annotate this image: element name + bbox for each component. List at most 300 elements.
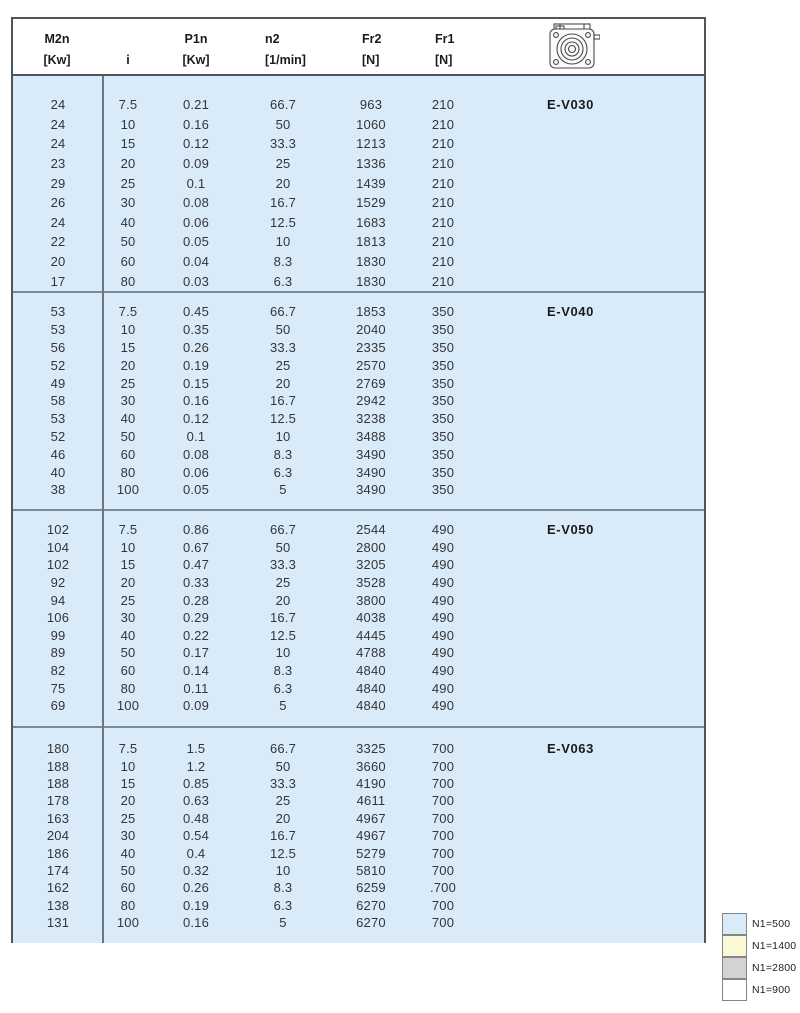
table-row xyxy=(13,697,704,715)
table-cell: 490 xyxy=(431,645,455,661)
table-cell: 50 xyxy=(275,539,291,555)
table-cell: 350 xyxy=(431,339,455,355)
table-cell: 700 xyxy=(431,897,455,913)
table-cell: 2769 xyxy=(356,375,386,391)
table-cell: 490 xyxy=(431,592,455,608)
header-p1n: P1n [Kw] xyxy=(182,32,210,67)
table-cell: 1336 xyxy=(356,156,386,172)
table-cell: 0.17 xyxy=(182,645,210,661)
table-cell: 10 xyxy=(275,428,291,444)
table-cell: 80 xyxy=(120,273,136,289)
table-cell: 0.14 xyxy=(182,663,210,679)
table-cell: 23 xyxy=(50,156,66,172)
table-row xyxy=(13,844,704,861)
table-header xyxy=(13,19,704,76)
table-cell: 26 xyxy=(50,195,66,211)
model-block xyxy=(13,726,704,943)
table-cell: 33.3 xyxy=(269,557,297,573)
table-cell: 66.7 xyxy=(269,741,297,757)
table-cell: 350 xyxy=(431,428,455,444)
table-cell: 7.5 xyxy=(118,97,138,113)
table-cell: 0.26 xyxy=(182,880,210,896)
table-row xyxy=(13,392,704,410)
table-cell: 7.5 xyxy=(118,304,138,320)
table-cell: 100 xyxy=(116,698,140,714)
table-cell: 3490 xyxy=(356,482,386,498)
table-cell: 20 xyxy=(275,175,291,191)
table-row xyxy=(13,115,704,135)
table-cell: 49 xyxy=(50,375,66,391)
table-cell: 80 xyxy=(120,897,136,913)
table-cell: 5 xyxy=(279,698,287,714)
table-row xyxy=(13,591,704,609)
table-cell: 50 xyxy=(275,116,291,132)
table-cell: 2335 xyxy=(356,339,386,355)
table-cell: 15 xyxy=(120,557,136,573)
table-cell: 16.7 xyxy=(269,393,297,409)
table-cell: 106 xyxy=(46,610,70,626)
table-cell: 4840 xyxy=(356,698,386,714)
table-cell: 7.5 xyxy=(118,522,138,538)
table-cell: 700 xyxy=(431,793,455,809)
legend-swatch-blue xyxy=(722,913,747,935)
table-cell: 20 xyxy=(120,357,136,373)
table-cell: 162 xyxy=(46,880,70,896)
table-cell: 1813 xyxy=(356,234,386,250)
table-cell: 0.48 xyxy=(182,810,210,826)
model-block xyxy=(13,509,704,726)
table-cell: 210 xyxy=(431,156,455,172)
table-cell: 210 xyxy=(431,136,455,152)
table-cell: 50 xyxy=(275,758,291,774)
table-cell: 40 xyxy=(120,411,136,427)
column-divider xyxy=(102,76,104,943)
legend-item xyxy=(722,979,796,1001)
table-row xyxy=(13,339,704,357)
table-cell: 490 xyxy=(431,539,455,555)
table-cell: 12.5 xyxy=(269,411,297,427)
table-cell: 6.3 xyxy=(273,897,293,913)
table-cell: 6.3 xyxy=(273,680,293,696)
table-cell: 210 xyxy=(431,116,455,132)
model-block xyxy=(13,291,704,509)
table-cell: 6259 xyxy=(356,880,386,896)
table-cell: 3660 xyxy=(356,758,386,774)
table-cell: 20 xyxy=(120,575,136,591)
spec-table xyxy=(11,17,706,943)
table-cell: 1213 xyxy=(356,136,386,152)
table-row xyxy=(13,428,704,446)
worm-gearbox-icon xyxy=(544,22,600,70)
table-row xyxy=(13,232,704,252)
table-cell: 0.08 xyxy=(182,446,210,462)
table-row xyxy=(13,445,704,463)
table-cell: 30 xyxy=(120,195,136,211)
table-cell: 50 xyxy=(120,428,136,444)
table-cell: 0.85 xyxy=(182,775,210,791)
table-cell: 210 xyxy=(431,175,455,191)
table-cell: 0.22 xyxy=(182,627,210,643)
table-cell: 0.03 xyxy=(182,273,210,289)
table-cell: 5 xyxy=(279,915,287,931)
table-row xyxy=(13,252,704,272)
table-cell: 0.11 xyxy=(183,680,209,696)
table-cell: 24 xyxy=(50,97,66,113)
table-cell: 1683 xyxy=(356,214,386,230)
table-row xyxy=(13,914,704,931)
table-cell: 94 xyxy=(50,592,66,608)
table-row xyxy=(13,644,704,662)
table-cell: 210 xyxy=(431,254,455,270)
table-cell: 350 xyxy=(431,393,455,409)
table-cell: 50 xyxy=(120,645,136,661)
legend-label: N1=1400 xyxy=(752,940,797,952)
table-cell: 38 xyxy=(50,482,66,498)
table-cell: 12.5 xyxy=(269,627,297,643)
table-cell: 10 xyxy=(275,234,291,250)
table-cell: 700 xyxy=(431,915,455,931)
table-cell: 25 xyxy=(120,175,136,191)
table-cell: 0.06 xyxy=(182,214,210,230)
table-cell: 4445 xyxy=(356,627,386,643)
table-cell: 3490 xyxy=(356,446,386,462)
table-cell: 0.1 xyxy=(186,175,206,191)
table-cell: 1853 xyxy=(356,304,386,320)
table-cell: 20 xyxy=(120,793,136,809)
table-cell: 8.3 xyxy=(273,446,293,462)
legend-label: N1=500 xyxy=(752,918,791,930)
table-cell: 3488 xyxy=(356,428,386,444)
table-cell: 0.26 xyxy=(182,339,210,355)
table-cell: 350 xyxy=(431,322,455,338)
table-cell: 0.21 xyxy=(182,97,210,113)
table-cell: 490 xyxy=(431,663,455,679)
table-cell: 0.06 xyxy=(182,464,210,480)
table-cell: 138 xyxy=(46,897,70,913)
table-cell: 15 xyxy=(120,136,136,152)
table-cell: 40 xyxy=(120,845,136,861)
table-cell: 0.54 xyxy=(182,828,210,844)
table-cell: 8.3 xyxy=(273,254,293,270)
table-cell: 3238 xyxy=(356,411,386,427)
table-cell: 210 xyxy=(431,97,455,113)
table-cell: 75 xyxy=(50,680,66,696)
table-cell: 20 xyxy=(275,375,291,391)
table-cell: 53 xyxy=(50,304,66,320)
table-cell: 0.16 xyxy=(182,915,210,931)
table-cell: 0.16 xyxy=(182,393,210,409)
table-cell: 102 xyxy=(46,522,70,538)
table-cell: 7.5 xyxy=(118,741,138,757)
table-row xyxy=(13,539,704,557)
table-cell: 0.09 xyxy=(182,156,210,172)
table-cell: 700 xyxy=(431,828,455,844)
table-cell: 490 xyxy=(431,610,455,626)
table-cell: 33.3 xyxy=(269,775,297,791)
table-cell: 0.15 xyxy=(182,375,210,391)
table-cell: 10 xyxy=(120,322,136,338)
table-cell: 700 xyxy=(431,862,455,878)
table-cell: 490 xyxy=(431,557,455,573)
table-cell: 700 xyxy=(431,758,455,774)
table-cell: 700 xyxy=(431,845,455,861)
table-cell: 0.45 xyxy=(182,304,210,320)
table-row xyxy=(13,374,704,392)
table-cell: 20 xyxy=(120,156,136,172)
table-cell: 30 xyxy=(120,828,136,844)
table-cell: 700 xyxy=(431,741,455,757)
table-row xyxy=(13,303,704,321)
table-cell: 16.7 xyxy=(269,610,297,626)
model-block xyxy=(13,76,704,291)
table-cell: 52 xyxy=(50,357,66,373)
table-cell: 102 xyxy=(46,557,70,573)
table-row xyxy=(13,627,704,645)
table-cell: 210 xyxy=(431,273,455,289)
table-cell: 99 xyxy=(50,627,66,643)
table-row xyxy=(13,879,704,896)
table-cell: 60 xyxy=(120,254,136,270)
table-cell: 6270 xyxy=(356,897,386,913)
table-cell: 66.7 xyxy=(269,522,297,538)
table-cell: 15 xyxy=(120,339,136,355)
table-row xyxy=(13,740,704,757)
table-row xyxy=(13,321,704,339)
table-cell: 17 xyxy=(50,273,66,289)
legend-swatch-yellow xyxy=(722,935,747,957)
table-cell: 50 xyxy=(275,322,291,338)
table-row xyxy=(13,792,704,809)
legend-label: N1=900 xyxy=(752,984,791,996)
table-cell: 22 xyxy=(50,234,66,250)
table-cell: 60 xyxy=(120,663,136,679)
table-cell: 25 xyxy=(120,375,136,391)
model-label: E-V050 xyxy=(547,522,594,538)
table-cell: 8.3 xyxy=(273,880,293,896)
table-cell: 10 xyxy=(120,116,136,132)
table-cell: 490 xyxy=(431,680,455,696)
table-row xyxy=(13,463,704,481)
legend-item xyxy=(722,913,796,935)
table-row xyxy=(13,356,704,374)
table-cell: 3490 xyxy=(356,464,386,480)
legend-swatch-gray xyxy=(722,957,747,979)
table-cell: 12.5 xyxy=(269,845,297,861)
table-cell: 0.67 xyxy=(182,539,210,555)
table-row xyxy=(13,173,704,193)
table-cell: 2040 xyxy=(356,322,386,338)
table-cell: 8.3 xyxy=(273,663,293,679)
table-cell: 25 xyxy=(275,156,291,172)
table-cell: 24 xyxy=(50,116,66,132)
table-cell: 0.19 xyxy=(182,897,210,913)
legend-item xyxy=(722,957,796,979)
table-row xyxy=(13,556,704,574)
table-cell: 82 xyxy=(50,663,66,679)
table-cell: 131 xyxy=(46,915,70,931)
table-cell: 3205 xyxy=(356,557,386,573)
table-cell: 963 xyxy=(359,97,383,113)
table-row xyxy=(13,810,704,827)
table-cell: 0.19 xyxy=(182,357,210,373)
table-cell: 10 xyxy=(120,539,136,555)
table-cell: 5 xyxy=(279,482,287,498)
table-cell: 700 xyxy=(431,775,455,791)
table-cell: 0.12 xyxy=(182,136,210,152)
table-cell: 1439 xyxy=(356,175,386,191)
table-body xyxy=(13,76,704,943)
table-cell: 188 xyxy=(46,758,70,774)
table-cell: 69 xyxy=(50,698,66,714)
table-cell: 10 xyxy=(120,758,136,774)
table-row xyxy=(13,154,704,174)
table-cell: 4840 xyxy=(356,663,386,679)
table-cell: 40 xyxy=(120,627,136,643)
table-cell: 4967 xyxy=(356,810,386,826)
table-cell: 0.47 xyxy=(182,557,210,573)
table-cell: 16.7 xyxy=(269,195,297,211)
table-cell: 25 xyxy=(275,357,291,373)
table-cell: .700 xyxy=(429,880,457,896)
table-cell: 80 xyxy=(120,680,136,696)
legend-label: N1=2800 xyxy=(752,962,797,974)
table-cell: 50 xyxy=(120,862,136,878)
table-row xyxy=(13,862,704,879)
model-label: E-V030 xyxy=(547,97,594,113)
table-cell: 100 xyxy=(116,482,140,498)
table-cell: 174 xyxy=(46,862,70,878)
table-cell: 29 xyxy=(50,175,66,191)
table-cell: 490 xyxy=(431,627,455,643)
table-cell: 350 xyxy=(431,411,455,427)
table-cell: 1529 xyxy=(356,195,386,211)
table-row xyxy=(13,757,704,774)
table-cell: 104 xyxy=(46,539,70,555)
table-cell: 163 xyxy=(46,810,70,826)
table-row xyxy=(13,521,704,539)
table-cell: 30 xyxy=(120,393,136,409)
table-cell: 30 xyxy=(120,610,136,626)
table-cell: 2570 xyxy=(356,357,386,373)
table-cell: 0.08 xyxy=(182,195,210,211)
table-cell: 4788 xyxy=(356,645,386,661)
table-cell: 40 xyxy=(50,464,66,480)
table-row xyxy=(13,662,704,680)
table-row xyxy=(13,897,704,914)
table-cell: 53 xyxy=(50,322,66,338)
table-cell: 66.7 xyxy=(269,97,297,113)
table-cell: 6.3 xyxy=(273,464,293,480)
table-cell: 3528 xyxy=(356,575,386,591)
table-cell: 4038 xyxy=(356,610,386,626)
table-row xyxy=(13,95,704,115)
table-cell: 1830 xyxy=(356,254,386,270)
legend-item xyxy=(722,935,796,957)
table-cell: 178 xyxy=(46,793,70,809)
table-cell: 490 xyxy=(431,522,455,538)
table-cell: 0.32 xyxy=(182,862,210,878)
table-cell: 53 xyxy=(50,411,66,427)
table-cell: 1.2 xyxy=(186,758,206,774)
table-cell: 89 xyxy=(50,645,66,661)
table-cell: 0.29 xyxy=(182,610,210,626)
table-cell: 350 xyxy=(431,357,455,373)
table-cell: 0.12 xyxy=(182,411,210,427)
table-cell: 24 xyxy=(50,214,66,230)
table-cell: 25 xyxy=(120,810,136,826)
table-cell: 25 xyxy=(275,575,291,591)
table-cell: 92 xyxy=(50,575,66,591)
table-cell: 0.05 xyxy=(182,234,210,250)
table-row xyxy=(13,679,704,697)
table-cell: 40 xyxy=(120,214,136,230)
table-cell: 24 xyxy=(50,136,66,152)
table-cell: 4967 xyxy=(356,828,386,844)
table-cell: 2800 xyxy=(356,539,386,555)
table-cell: 20 xyxy=(50,254,66,270)
table-row xyxy=(13,574,704,592)
table-cell: 0.86 xyxy=(182,522,210,538)
table-row xyxy=(13,213,704,233)
table-cell: 188 xyxy=(46,775,70,791)
table-row xyxy=(13,775,704,792)
table-cell: 210 xyxy=(431,214,455,230)
model-label: E-V040 xyxy=(547,304,594,320)
table-cell: 700 xyxy=(431,810,455,826)
table-cell: 350 xyxy=(431,446,455,462)
table-cell: 1060 xyxy=(356,116,386,132)
table-cell: 490 xyxy=(431,575,455,591)
table-cell: 0.35 xyxy=(182,322,210,338)
table-cell: 0.09 xyxy=(182,698,210,714)
table-row xyxy=(13,271,704,291)
header-fr1: Fr1 [N] xyxy=(435,32,455,67)
table-cell: 5279 xyxy=(356,845,386,861)
table-cell: 25 xyxy=(120,592,136,608)
table-cell: 350 xyxy=(431,304,455,320)
table-cell: 2544 xyxy=(356,522,386,538)
table-cell: 210 xyxy=(431,234,455,250)
header-n2: n2 [1/min] xyxy=(265,32,306,67)
table-cell: 15 xyxy=(120,775,136,791)
table-cell: 60 xyxy=(120,446,136,462)
table-cell: 25 xyxy=(275,793,291,809)
table-row xyxy=(13,410,704,428)
table-row xyxy=(13,827,704,844)
table-cell: 6270 xyxy=(356,915,386,931)
table-cell: 186 xyxy=(46,845,70,861)
header-i: i xyxy=(126,53,130,67)
table-cell: 1.5 xyxy=(186,741,206,757)
table-cell: 58 xyxy=(50,393,66,409)
table-cell: 3800 xyxy=(356,592,386,608)
table-cell: 0.4 xyxy=(186,845,206,861)
table-cell: 1830 xyxy=(356,273,386,289)
table-cell: 10 xyxy=(275,645,291,661)
table-row xyxy=(13,481,704,499)
table-cell: 5810 xyxy=(356,862,386,878)
table-row xyxy=(13,134,704,154)
header-m2n: M2n [Kw] xyxy=(43,32,71,67)
table-cell: 20 xyxy=(275,810,291,826)
table-cell: 0.63 xyxy=(182,793,210,809)
table-cell: 350 xyxy=(431,464,455,480)
legend-swatch-white xyxy=(722,979,747,1001)
table-cell: 490 xyxy=(431,698,455,714)
table-cell: 0.04 xyxy=(182,254,210,270)
table-cell: 33.3 xyxy=(269,339,297,355)
table-cell: 210 xyxy=(431,195,455,211)
